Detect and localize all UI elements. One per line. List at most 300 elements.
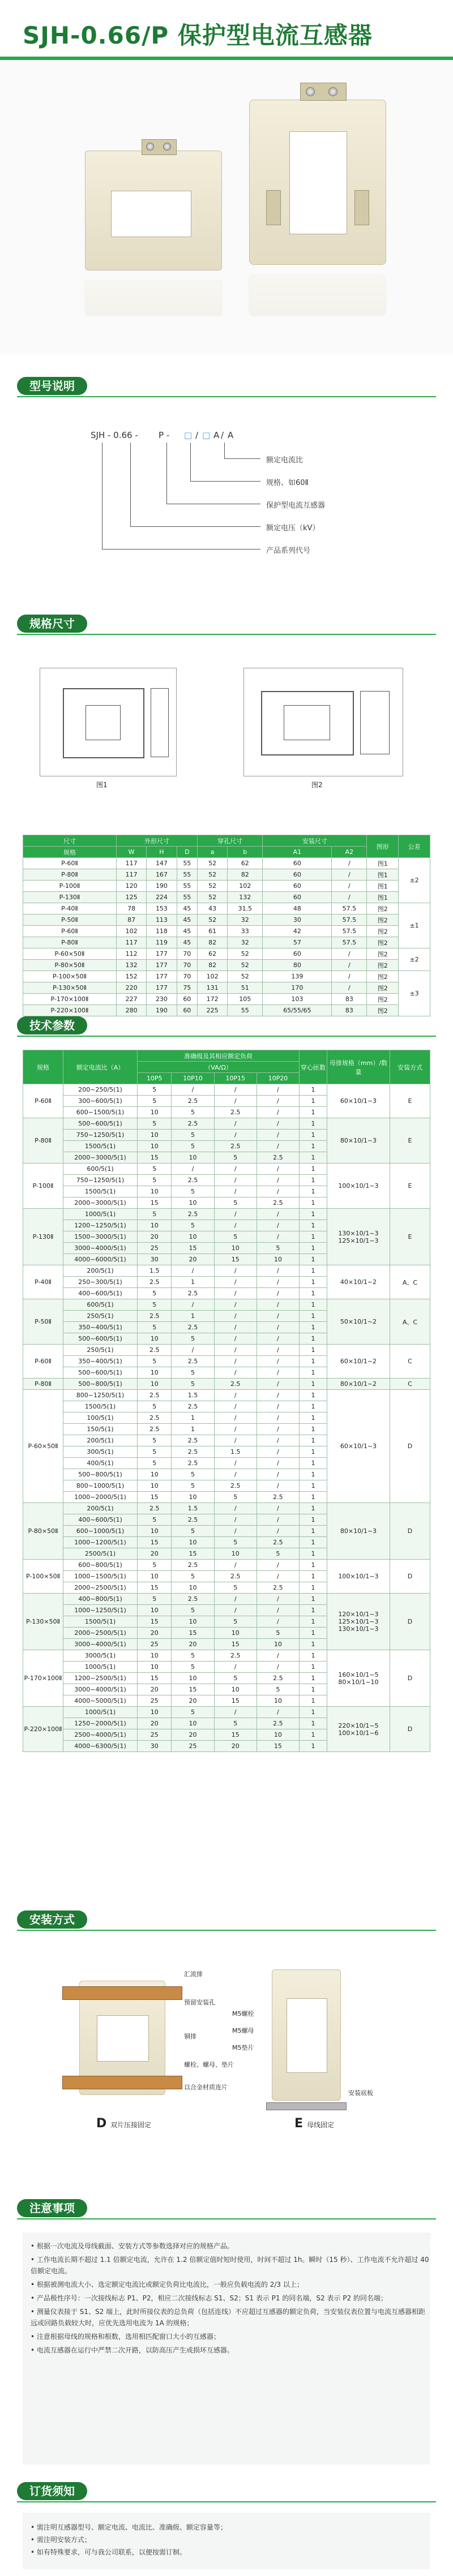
order-item: • 需注明安装方式；: [31, 2536, 91, 2544]
table-cell: 55: [228, 1005, 263, 1016]
table-cell: 52: [198, 858, 228, 869]
table-cell: /: [214, 1412, 257, 1424]
tech-busbar-cell: 80×10/1~2: [327, 1379, 390, 1390]
table-cell: 280: [116, 1005, 146, 1016]
table-cell: 2.5: [172, 1514, 214, 1526]
install-label-copper: 铜排: [184, 2033, 196, 2040]
table-cell: 图1: [367, 858, 399, 869]
table-cell: 117: [116, 858, 146, 869]
table-cell: 400~800/5(1): [63, 1594, 138, 1605]
table-cell: 1500/5(1): [63, 1186, 138, 1197]
table-cell: 1: [300, 1322, 327, 1333]
table-cell: 10: [214, 1628, 257, 1639]
table-cell: 1.5: [214, 1446, 257, 1458]
table-cell: /: [332, 858, 367, 869]
table-cell: 87: [116, 915, 146, 926]
install-d-busbar: [62, 1986, 182, 2000]
table-cell: 1: [300, 1107, 327, 1118]
table-cell: /: [257, 1424, 299, 1435]
table-cell: 1000~1500/5(1): [63, 1571, 138, 1582]
note-item: • 根据一次电流及母线截面、安装方式等参数选择对应的规格产品。: [31, 2242, 234, 2250]
table-cell: 350~400/5(1): [63, 1356, 138, 1367]
table-row: [23, 892, 430, 903]
tech-busbar-cell: 60×10/1~3: [327, 1390, 390, 1503]
table-row: [23, 1560, 430, 1571]
table-cell: 5: [138, 1288, 172, 1299]
table-cell: /: [257, 1231, 299, 1243]
table-cell: 1: [300, 1141, 327, 1152]
table-cell: 1: [300, 1152, 327, 1164]
table-cell: /: [214, 1390, 257, 1401]
table-cell: 10: [138, 1130, 172, 1141]
table-cell: P-60Ⅱ: [23, 926, 117, 937]
table-cell: 250/5(1): [63, 1345, 138, 1356]
table-row: [23, 937, 430, 948]
table-cell: /: [257, 1526, 299, 1537]
table-cell: 83: [332, 1005, 367, 1016]
table-cell: 45: [177, 915, 197, 926]
table-cell: 1: [300, 1718, 327, 1729]
table-cell: /: [214, 1401, 257, 1412]
table-cell: /: [257, 1209, 299, 1220]
table-row: [23, 1379, 430, 1390]
table-cell: 15: [138, 1492, 172, 1503]
table-cell: 2000~2500/5(1): [63, 1582, 138, 1594]
table-cell: 图2: [367, 903, 399, 915]
table-cell: 230: [147, 994, 177, 1005]
table-cell: 2.5: [138, 1424, 172, 1435]
table-cell: 1: [300, 1356, 327, 1367]
tech-class-header: 10P20: [257, 1073, 299, 1084]
table-cell: 75: [177, 982, 197, 994]
install-label-bus: 汇流排: [184, 1970, 203, 1978]
tech-mount-cell: D: [390, 1707, 430, 1752]
table-cell: 1: [300, 1299, 327, 1311]
tech-busbar-cell: 80×10/1~3: [327, 1503, 390, 1560]
table-cell: 102: [228, 881, 263, 892]
table-cell: 20: [172, 1695, 214, 1707]
dimension-table-grid: [23, 835, 430, 1016]
table-cell: /: [257, 1435, 299, 1446]
install-label-m5bolt: M5螺栓: [232, 2010, 254, 2017]
section-install: [17, 1907, 436, 1932]
table-cell: P-130Ⅱ: [23, 892, 117, 903]
table-cell: 30: [263, 915, 332, 926]
table-cell: 2.5: [138, 1277, 172, 1288]
table-cell: 20: [138, 1684, 172, 1695]
dim-subheader: D: [177, 847, 197, 858]
table-cell: 117: [116, 937, 146, 948]
table-cell: 1: [300, 1175, 327, 1186]
table-cell: 2.5: [172, 1401, 214, 1412]
table-cell: /: [172, 1164, 214, 1175]
tech-spec-cell: P-170×100Ⅱ: [23, 1650, 63, 1707]
table-cell: 5: [214, 1718, 257, 1729]
table-cell: 1500/5(1): [63, 1401, 138, 1412]
table-cell: 167: [147, 869, 177, 881]
table-cell: /: [257, 1480, 299, 1492]
table-cell: 220: [116, 982, 146, 994]
table-cell: 10: [138, 1661, 172, 1673]
table-cell: 2.5: [138, 1311, 172, 1322]
table-cell: 177: [147, 982, 177, 994]
table-cell: 117: [116, 869, 146, 881]
table-cell: 48: [263, 903, 332, 915]
table-cell: 2.5: [172, 1446, 214, 1458]
table-cell: 2.5: [257, 1718, 299, 1729]
table-cell: /: [172, 1345, 214, 1356]
dim-header-mount: 安装尺寸: [263, 835, 367, 847]
table-cell: 5: [214, 1152, 257, 1164]
table-cell: /: [214, 1594, 257, 1605]
tech-spec-cell: P-60Ⅱ: [23, 1084, 63, 1118]
table-cell: 70: [177, 971, 197, 982]
table-cell: 2.5: [257, 1492, 299, 1503]
table-cell: 1: [300, 1288, 327, 1299]
table-cell: 10: [138, 1571, 172, 1582]
dim-subheader: b: [228, 847, 263, 858]
tech-mount-cell: E: [390, 1209, 430, 1265]
table-cell: 10: [172, 1231, 214, 1243]
tech-mount-cell: E: [390, 1084, 430, 1118]
table-cell: 10: [214, 1243, 257, 1254]
install-e-base: [266, 2102, 347, 2110]
table-cell: 20: [214, 1741, 257, 1752]
table-cell: 10: [214, 1548, 257, 1560]
table-cell: 82: [198, 960, 228, 971]
table-cell: 2.5: [138, 1390, 172, 1401]
table-row: [23, 1299, 430, 1311]
table-cell: /: [332, 971, 367, 982]
note-item: • 根据被测电流大小、选定额定电流比或额定负荷比电流比，一般应负载电流的 2/3 以上；: [31, 2281, 304, 2289]
table-cell: 132: [228, 892, 263, 903]
table-cell: 15: [172, 1243, 214, 1254]
table-cell: 1250~2000/5(1): [63, 1718, 138, 1729]
table-cell: 1: [300, 1480, 327, 1492]
table-cell: 1: [300, 1220, 327, 1231]
table-cell: 600~1500/5(1): [63, 1107, 138, 1118]
ct-small-reflection: [85, 281, 222, 316]
section-tech-title: 技术参数: [17, 1016, 87, 1034]
table-cell: /: [257, 1265, 299, 1277]
table-cell: 70: [177, 948, 197, 960]
section-dimensions-title: 规格尺寸: [17, 615, 87, 633]
table-cell: 2.5: [172, 1175, 214, 1186]
table-cell: /: [257, 1458, 299, 1469]
table-cell: /: [214, 1164, 257, 1175]
install-caption-e-text: 母线固定: [307, 2121, 335, 2129]
table-cell: 5: [172, 1130, 214, 1141]
table-cell: 1: [300, 1186, 327, 1197]
table-cell: 5: [214, 1582, 257, 1594]
table-cell: 1: [300, 1526, 327, 1537]
table-cell: /: [332, 982, 367, 994]
table-cell: 10: [138, 1107, 172, 1118]
table-cell: 52: [228, 971, 263, 982]
table-cell: 82: [198, 937, 228, 948]
table-cell: 图1: [367, 869, 399, 881]
table-cell: 5: [172, 1107, 214, 1118]
table-cell: 5: [138, 1594, 172, 1605]
table-cell: 350~400/5(1): [63, 1322, 138, 1333]
table-cell: 1: [172, 1277, 214, 1288]
table-cell: 10: [138, 1379, 172, 1390]
table-cell: 55: [177, 858, 197, 869]
table-cell: 1200~2500/5(1): [63, 1673, 138, 1684]
table-cell: 1: [300, 1650, 327, 1661]
table-cell: 57.5: [332, 926, 367, 937]
table-cell: 103: [263, 994, 332, 1005]
table-cell: 10: [138, 1186, 172, 1197]
table-cell: 62: [228, 858, 263, 869]
table-cell: 120: [116, 881, 146, 892]
table-cell: 2.5: [214, 1650, 257, 1661]
table-cell: /: [214, 1288, 257, 1299]
tech-mount-cell: D: [390, 1390, 430, 1503]
table-cell: /: [257, 1288, 299, 1299]
table-cell: 2.5: [172, 1118, 214, 1130]
table-row: [23, 1707, 430, 1718]
table-cell: 200/5(1): [63, 1503, 138, 1514]
table-cell: 119: [147, 937, 177, 948]
table-cell: 52: [228, 948, 263, 960]
tech-spec-cell: P-60×50Ⅱ: [23, 1390, 63, 1503]
table-cell: /: [257, 1560, 299, 1571]
table-cell: P-130×50Ⅱ: [23, 982, 117, 994]
install-label-bolts: 螺栓、螺母、垫片: [184, 2061, 234, 2068]
table-cell: 57.5: [332, 937, 367, 948]
table-cell: /: [257, 1130, 299, 1141]
table-cell: P-220×100Ⅱ: [23, 1005, 117, 1016]
dim-header-figure: 图形: [367, 835, 399, 858]
dim-subheader: a: [198, 847, 228, 858]
dim-subheader: W: [116, 847, 146, 858]
table-cell: 132: [116, 960, 146, 971]
model-label-protect: 保护型电流互感器: [266, 501, 326, 510]
table-cell: /: [332, 960, 367, 971]
section-dimensions: [17, 611, 436, 636]
section-divider: [17, 1930, 436, 1931]
table-row: [23, 858, 430, 869]
table-cell: 1: [172, 1412, 214, 1424]
table-cell: /: [257, 1118, 299, 1130]
section-divider: [17, 634, 436, 635]
table-cell: 250/5(1): [63, 1311, 138, 1322]
table-cell: 1: [300, 1424, 327, 1435]
table-cell: 2.5: [172, 1322, 214, 1333]
table-cell: 1: [300, 1548, 327, 1560]
tech-spec-cell: P-220×100Ⅱ: [23, 1707, 63, 1752]
table-cell: 图2: [367, 960, 399, 971]
table-cell: 15: [138, 1537, 172, 1548]
tech-busbar-cell: 50×10/1~2: [327, 1299, 390, 1345]
table-cell: 153: [147, 903, 177, 915]
table-cell: 10: [172, 1582, 214, 1594]
ct-large-side-bolt: [266, 190, 281, 225]
tech-header-va: （VA/Ω）: [138, 1062, 300, 1073]
table-cell: 图2: [367, 1005, 399, 1016]
table-cell: 1: [300, 1514, 327, 1526]
table-cell: P-80Ⅱ: [23, 869, 117, 881]
table-cell: 1: [172, 1424, 214, 1435]
table-cell: /: [257, 1277, 299, 1288]
table-cell: 5: [172, 1367, 214, 1379]
table-cell: /: [257, 1186, 299, 1197]
install-label-m5nut: M5螺母: [232, 2027, 254, 2034]
table-cell: /: [214, 1560, 257, 1571]
dim-header-outer: 外形尺寸: [116, 835, 197, 847]
table-cell: 1: [300, 1209, 327, 1220]
table-cell: /: [257, 1571, 299, 1582]
table-cell: 1: [300, 1661, 327, 1673]
table-cell: 15: [214, 1254, 257, 1265]
install-label-base: 安装底板: [348, 2089, 373, 2097]
table-cell: 83: [332, 994, 367, 1005]
tech-table-grid: [23, 1050, 430, 1752]
tech-mount-cell: D: [390, 1594, 430, 1650]
table-cell: 5: [172, 1220, 214, 1231]
model-code-slash2: /: [221, 430, 224, 440]
table-cell: 5: [138, 1164, 172, 1175]
table-cell: 800~1250/5(1): [63, 1390, 138, 1401]
table-cell: 20: [138, 1548, 172, 1560]
note-item: • 产品极性序号：一次接线标志 P1、P2，相应二次接线标志 S1、S2；S1 表示 P1 的同名端，S2 表示 P2 的同名端；: [31, 2294, 387, 2302]
table-cell: /: [214, 1265, 257, 1277]
table-cell: /: [257, 1141, 299, 1152]
table-cell: 200/5(1): [63, 1435, 138, 1446]
table-cell: 2.5: [214, 1107, 257, 1118]
table-cell: 52: [198, 915, 228, 926]
table-cell: 10: [138, 1480, 172, 1492]
screw-icon: [163, 143, 171, 151]
tech-mount-cell: C: [390, 1379, 430, 1390]
table-cell: P-100×50Ⅱ: [23, 971, 117, 982]
table-cell: /: [214, 1096, 257, 1107]
tech-spec-cell: P-40Ⅱ: [23, 1265, 63, 1299]
table-cell: 15: [138, 1197, 172, 1209]
table-cell: 600~1000/5(1): [63, 1526, 138, 1537]
table-cell: 600~800/5(1): [63, 1560, 138, 1571]
table-cell: 3000~4000/5(1): [63, 1639, 138, 1650]
section-order-title: 订货须知: [17, 2482, 87, 2500]
table-cell: 10: [138, 1220, 172, 1231]
table-cell: /: [214, 1356, 257, 1367]
table-cell: 1: [300, 1492, 327, 1503]
table-cell: 1: [300, 1254, 327, 1265]
tech-header-spec: 规格: [23, 1050, 63, 1084]
table-cell: /: [257, 1096, 299, 1107]
table-cell: 图2: [367, 937, 399, 948]
table-cell: /: [214, 1209, 257, 1220]
note-item: • 注意根据母线的规格和根数，选用相匹配窗口大小的互感器；: [31, 2333, 220, 2341]
table-cell: /: [172, 1299, 214, 1311]
tech-mount-cell: D: [390, 1650, 430, 1707]
table-cell: 5: [138, 1084, 172, 1096]
table-cell: 51: [228, 982, 263, 994]
table-cell: 2.5: [172, 1356, 214, 1367]
table-cell: 113: [147, 915, 177, 926]
table-cell: 1: [300, 1594, 327, 1605]
table-cell: 25: [138, 1243, 172, 1254]
table-cell: 5: [138, 1322, 172, 1333]
tech-mount-cell: C: [390, 1345, 430, 1379]
table-cell: 15: [214, 1639, 257, 1650]
table-cell: 70: [177, 960, 197, 971]
table-cell: 1: [300, 1379, 327, 1390]
install-caption-d-text: 双片压接固定: [110, 2121, 152, 2129]
table-cell: 1200~1250/5(1): [63, 1220, 138, 1231]
table-row: [23, 915, 430, 926]
drawing-fig2: [243, 668, 403, 776]
table-cell: /: [214, 1277, 257, 1288]
install-label-alloy: 以合金材质连片: [184, 2084, 228, 2091]
table-cell: /: [172, 1084, 214, 1096]
table-cell: /: [214, 1311, 257, 1322]
table-cell: 400~600/5(1): [63, 1514, 138, 1526]
table-cell: /: [257, 1469, 299, 1480]
table-cell: 5: [172, 1141, 214, 1152]
table-cell: /: [214, 1130, 257, 1141]
table-cell: 5: [257, 1628, 299, 1639]
table-cell: /: [214, 1661, 257, 1673]
table-cell: 5: [172, 1186, 214, 1197]
table-cell: 5: [138, 1446, 172, 1458]
section-divider: [17, 2501, 436, 2502]
dimension-table: [23, 835, 430, 1016]
table-cell: /: [214, 1084, 257, 1096]
table-cell: /: [257, 1333, 299, 1345]
note-item: • 测量仪表接于 S1、S2 端上，此时所接仪表的总负荷（包括连线）不应超过互感器的额定负荷，当安装仪表位置与电流互感器相距远或回路负载较大时，应优先选用电流为 1A 的规格；: [31, 2308, 426, 2327]
table-cell: 5: [138, 1299, 172, 1311]
table-cell: 600/5(1): [63, 1164, 138, 1175]
table-cell: 31.5: [228, 903, 263, 915]
table-cell: 1500~3000/5(1): [63, 1231, 138, 1243]
table-cell: 250~300/5(1): [63, 1277, 138, 1288]
table-cell: 5: [138, 1209, 172, 1220]
table-cell: 1: [300, 1560, 327, 1571]
table-cell: 1.5: [172, 1390, 214, 1401]
table-cell: /: [214, 1526, 257, 1537]
table-cell: /: [214, 1345, 257, 1356]
table-cell: 1500/5(1): [63, 1616, 138, 1628]
table-cell: /: [214, 1322, 257, 1333]
dim-subheader: A2: [332, 847, 367, 858]
fig1-caption: 图1: [96, 781, 108, 789]
table-cell: 80: [263, 960, 332, 971]
tech-mount-cell: E: [390, 1118, 430, 1164]
table-cell: 3000~4000/5(1): [63, 1684, 138, 1695]
table-cell: 5: [172, 1661, 214, 1673]
table-cell: 20: [138, 1231, 172, 1243]
table-cell: 45: [177, 903, 197, 915]
table-cell: 20: [172, 1254, 214, 1265]
screw-icon: [328, 87, 337, 96]
table-row: [23, 1503, 430, 1514]
table-cell: 15: [172, 1628, 214, 1639]
table-cell: 1: [300, 1605, 327, 1616]
table-cell: 52: [198, 881, 228, 892]
table-cell: 57.5: [332, 903, 367, 915]
table-cell: 5: [214, 1616, 257, 1628]
table-cell: 5: [138, 1514, 172, 1526]
table-cell: 200~250/5(1): [63, 1084, 138, 1096]
tech-busbar-cell: 130×10/1~3 125×10/1~3: [327, 1209, 390, 1265]
table-cell: 1: [300, 1333, 327, 1345]
table-cell: 1: [300, 1684, 327, 1695]
table-cell: 15: [172, 1684, 214, 1695]
install-caption-e: E: [294, 2116, 304, 2131]
model-code-primary: □: [202, 430, 211, 440]
